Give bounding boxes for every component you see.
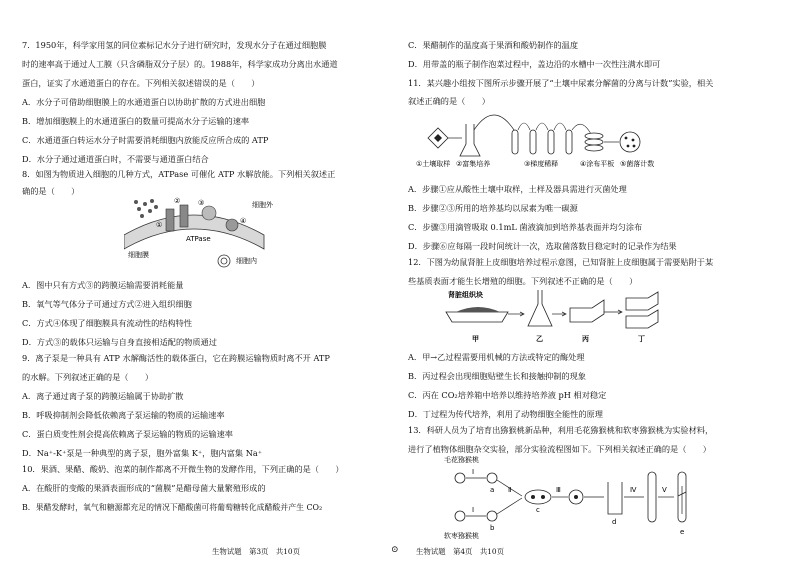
fig13-label-b: b: [490, 524, 495, 532]
footer-right-page-number: 生物试题 第4页 共10页: [416, 547, 505, 556]
fig13-step3: Ⅲ: [556, 486, 561, 494]
q11-steps-figure: [414, 100, 654, 170]
q8-stem-line1: 8．如图为物质进入细胞的几种方式，ATPase 可催化 ATP 水解放能。下列相关叙述正: [22, 169, 336, 179]
fig8-label-inside: 细胞内: [236, 257, 257, 265]
q7-option-a: A．水分子可借助细胞膜上的水通道蛋白以协助扩散的方式进出细胞: [22, 97, 266, 107]
q7-stem-line1: 7．1950年，科学家用氢的同位素标记水分子进行研究时，发现水分子在通过细胞膜: [22, 40, 327, 50]
fig8-label-3: ③: [198, 199, 205, 207]
fig13-label-d: d: [612, 518, 617, 526]
q10-stem: 10．果酒、果醋、酸奶、泡菜的制作都离不开微生物的发酵作用，下列正确的是（ ）: [22, 464, 344, 474]
q12-stem-line1: 12．下图为幼鼠肾脏上皮细胞培养过程示意图，已知肾脏上皮细胞属于需要贴附于某: [408, 257, 714, 267]
fig12-kidney-label: 肾脏组织块: [448, 291, 483, 299]
q11-option-b: B．步骤②③所用的培养基均以尿素为唯一碳源: [408, 203, 578, 213]
fig12-label-yi: 乙: [536, 335, 543, 343]
q11-stem-line1: 11．某兴趣小组按下图所示步骤开展了“土壤中尿素分解菌的分离与计数”实验，相关: [408, 78, 714, 88]
q10-option-d: D．用带盖的瓶子制作泡菜过程中，盖边沿的水槽中一次性注满水即可: [408, 59, 661, 69]
fig8-label-4: ④: [240, 217, 247, 225]
fig13-plant1: 毛花猕猴桃: [444, 456, 479, 464]
fig11-step4: ④涂布平板: [580, 160, 615, 168]
q11-option-d: D．步骤⑥应每隔一段时间统计一次，选取菌落数目稳定时的记录作为结果: [408, 241, 677, 251]
fig11-step1: ①土壤取样: [416, 160, 451, 168]
fig12-label-jia: 甲: [472, 335, 479, 343]
q7-option-b: B．增加细胞膜上的水通道蛋白的数量可提高水分子运输的速率: [22, 116, 250, 126]
q7-option-c: C．水通道蛋白转运水分子时需要消耗细胞内放能反应所合成的 ATP: [22, 135, 269, 145]
q7-stem-line2: 时的速率高于通过人工膜（只含磷脂双分子层）的。1988年，科学家成功分离出水通道: [22, 59, 338, 69]
q8-option-b: B．氧气等气体分子可通过方式②进入组织细胞: [22, 299, 192, 309]
fig13-step1-top: Ⅰ: [472, 468, 475, 476]
q9-option-a: A．离子通过离子泵的跨膜运输属于协助扩散: [22, 391, 184, 401]
q9-stem-line2: 的水解。下列叙述正确的是（ ）: [22, 372, 154, 382]
q9-stem-line1: 9．离子泵是一种具有 ATP 水解酶活性的载体蛋白，它在跨膜运输物质时离不开 ATP: [22, 353, 330, 363]
q10-option-c: C．果醋制作的温度高于果酒和酸奶制作的温度: [408, 40, 579, 50]
q9-option-b: B．呼吸抑制剂会降低依赖离子泵运输的物质的运输速率: [22, 410, 225, 420]
fig13-plant2: 软枣猕猴桃: [444, 532, 479, 540]
fig11-step3: ③梯度稀释: [524, 160, 559, 168]
q10-option-b: B．果醋发酵时，氧气和糖源都充足的情况下醋酸菌可将葡萄糖转化成醋酸并产生 CO₂: [22, 503, 323, 512]
q10-option-a: A．在酸肝的变酸的果酒表面形成的“菌膜”是醋母菌大量繁殖形成的: [22, 483, 266, 493]
fig11-step5: ⑤菌落计数: [620, 160, 654, 168]
fig13-step2: Ⅱ: [508, 486, 512, 494]
footer-left-page-number: 生物试题 第3页 共10页: [212, 547, 301, 556]
fig8-label-atpase: ATPase: [186, 235, 211, 243]
q8-option-d: D．方式③的载体只运输与自身直接相适配的物质通过: [22, 337, 217, 347]
fig12-label-bing: 丙: [582, 335, 589, 343]
q13-stem-line2: 进行了植物体细胞杂交实验，部分实验流程图如下。下列相关叙述正确的是（ ）: [408, 444, 711, 454]
binding-hole-icon: ⊙: [391, 545, 399, 555]
q9-option-d: D．Na⁺-K⁺泵是一种典型的离子泵，胞外富集 K⁺，胞内富集 Na⁺: [22, 448, 263, 458]
fig13-label-e: e: [680, 528, 685, 536]
q8-stem-line2: 确的是（ ）: [22, 186, 80, 196]
right-page: [408, 0, 780, 561]
q12-option-b: B．丙过程会出现细胞贴壁生长和接触抑制的现象: [408, 371, 586, 381]
q8-membrane-figure: [124, 195, 274, 275]
fig13-step4: Ⅳ: [630, 486, 637, 494]
q13-stem-line1: 13．科研人员为了培育出猕猴桃新品种，利用毛花猕猴桃和软枣猕猴桃为实验材料，: [408, 425, 714, 435]
fig8-label-outside: 细胞外: [252, 201, 273, 209]
q11-option-c: C．步骤③用滴管吸取 0.1mL 菌液滴加到培养基表面并均匀涂布: [408, 222, 643, 232]
fig8-label-2: ②: [174, 197, 181, 205]
q8-option-a: A．图中只有方式③的跨膜运输需要消耗能量: [22, 280, 184, 290]
fig13-step1-bottom: Ⅰ: [472, 506, 475, 514]
q13-hybrid-figure: [442, 452, 712, 544]
fig13-label-c: c: [536, 506, 540, 514]
q12-stem-line2: 些基质表面才能生长增殖的细胞。下列叙述不正确的是（ ）: [408, 276, 638, 286]
q9-option-c: C．蛋白质变性剂会提高依赖离子泵运输的物质的运输速率: [22, 429, 233, 439]
q8-option-c: C．方式④体现了细胞膜具有流动性的结构特性: [22, 318, 193, 328]
q12-culture-figure: [442, 286, 672, 346]
fig13-step5: Ⅴ: [662, 486, 667, 494]
fig12-label-ding: 丁: [638, 335, 645, 343]
q11-stem-line2: 叙述正确的是（ ）: [408, 96, 490, 106]
q7-option-d: D．水分子通过通道蛋白时，不需要与通道蛋白结合: [22, 154, 209, 164]
q7-stem-line3: 蛋白，证实了水通道蛋白的存在。下列相关叙述错误的是（ ）: [22, 78, 260, 88]
q12-option-d: D．丁过程为传代培养，利用了动物细胞全能性的原理: [408, 409, 603, 419]
q12-option-c: C．丙在 CO₂培养箱中培养以维持培养液 pH 相对稳定: [408, 390, 607, 400]
fig8-label-membrane: 细胞膜: [128, 251, 149, 259]
q11-option-a: A．步骤①应从酸性土壤中取样，土样及器具需进行灭菌处理: [408, 184, 627, 194]
left-page: [22, 0, 386, 561]
fig8-label-1: ①: [156, 221, 163, 229]
fig13-label-a: a: [490, 486, 495, 494]
fig11-step2: ②富集培养: [456, 160, 491, 168]
q12-option-a: A．甲→乙过程需要用机械的方法或特定的酶处理: [408, 352, 585, 362]
